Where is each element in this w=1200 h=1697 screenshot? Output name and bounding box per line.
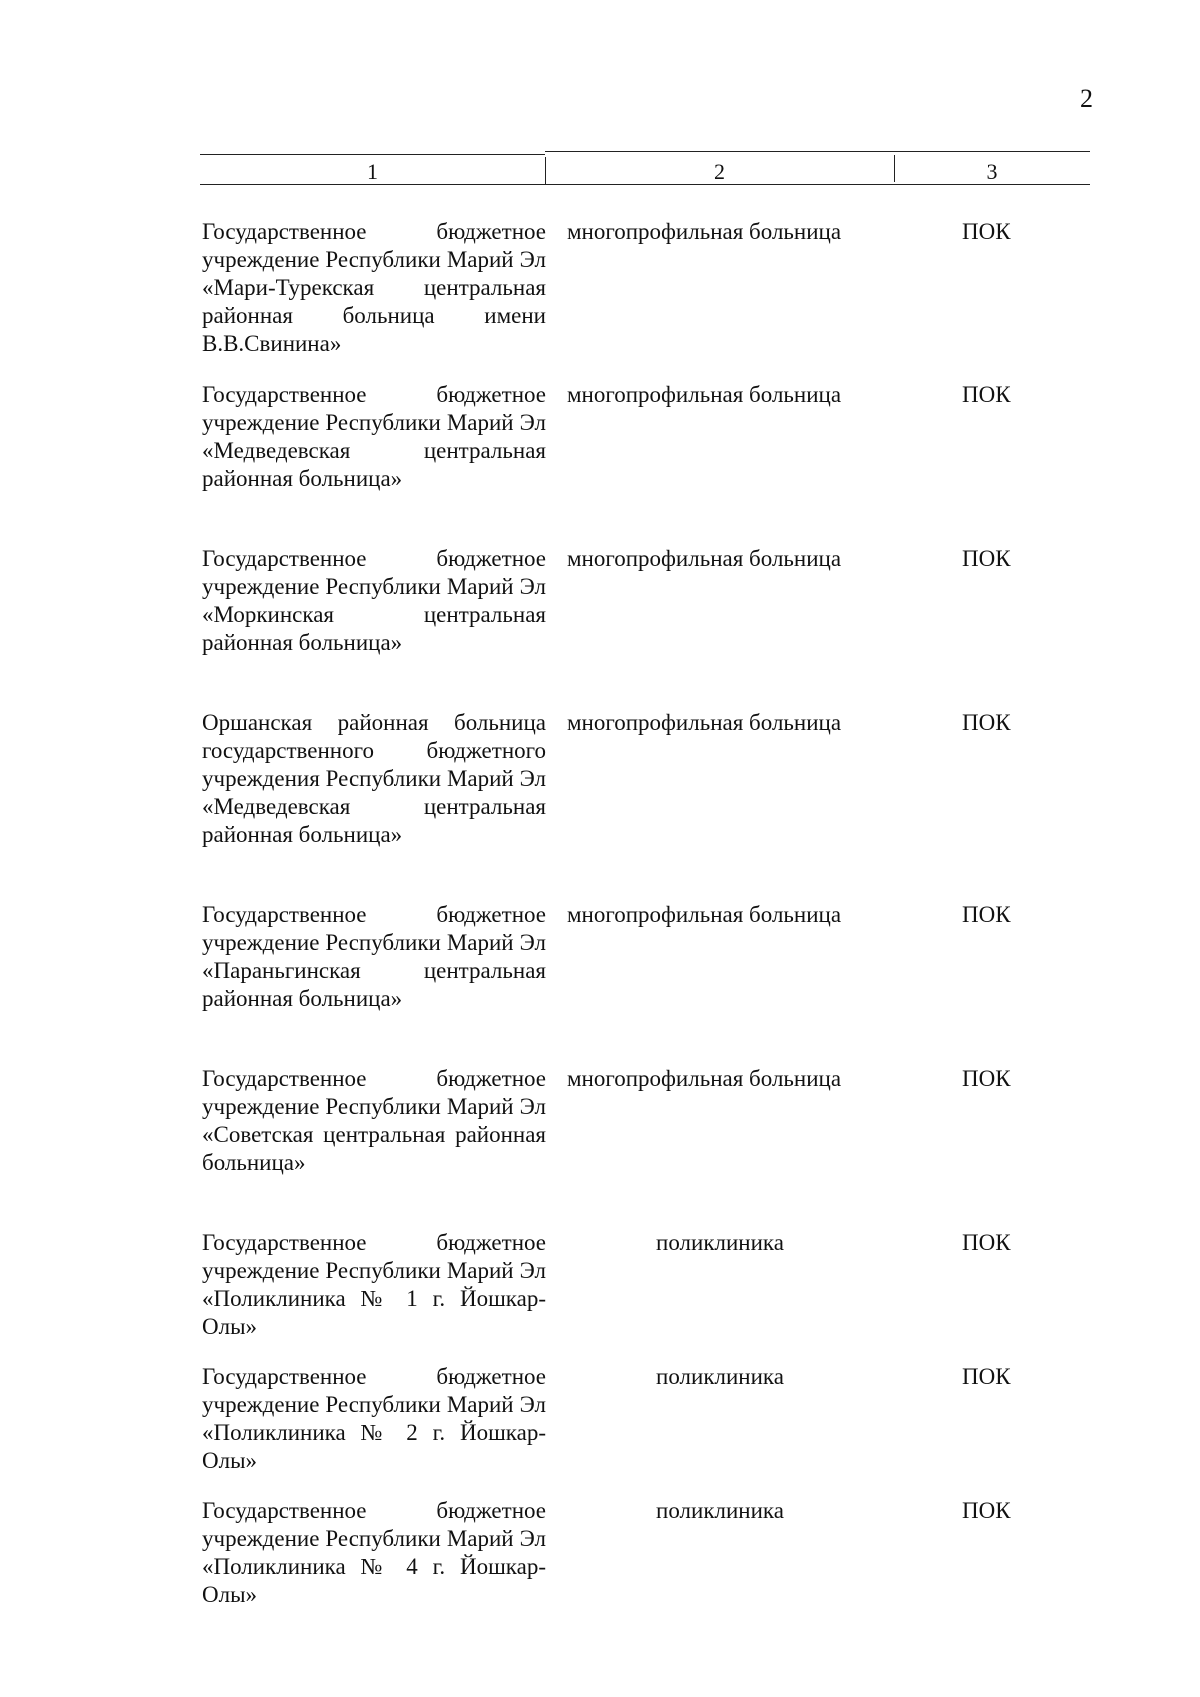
institution-type: поликлиника — [656, 1230, 784, 1255]
table-row — [0, 1065, 1200, 1229]
table-row — [0, 381, 1200, 545]
table-body — [0, 218, 1200, 1631]
table-row — [0, 1363, 1200, 1497]
header-col-1: 1 — [367, 159, 378, 184]
institution-name: Государственное бюджетное учреждение Республики Марий Эл «Поликлиника № 4 г. Йошкар-Олы» — [202, 1498, 546, 1607]
institution-name: Государственное бюджетное учреждение Республики Марий Эл «Медведевская центральная районная больница» — [202, 382, 546, 491]
table-row — [0, 901, 1200, 1065]
institution-name: Государственное бюджетное учреждение Республики Марий Эл «Параньгинская центральная районная больница» — [202, 902, 546, 1011]
header-col-3: 3 — [986, 159, 998, 184]
table-row — [0, 1497, 1200, 1631]
institution-name: Государственное бюджетное учреждение Республики Марий Эл «Моркинская центральная районная больница» — [202, 546, 546, 655]
table-row — [0, 545, 1200, 709]
table-row — [0, 709, 1200, 901]
header-top-rule-right — [545, 151, 1090, 152]
header-col-2: 2 — [714, 159, 725, 184]
institution-code: ПОК — [962, 382, 1011, 407]
institution-name: Государственное бюджетное учреждение Республики Марий Эл «Поликлиника № 1 г. Йошкар-Олы» — [202, 1230, 546, 1339]
institution-code: ПОК — [962, 1066, 1011, 1091]
institution-type: многопрофильная больница — [567, 219, 842, 244]
institution-name: Государственное бюджетное учреждение Республики Марий Эл «Мари-Турекская центральная районная больница имени В.В.Свинина» — [202, 219, 546, 356]
institution-code: ПОК — [962, 1498, 1011, 1523]
page-number: 2 — [1080, 84, 1093, 113]
institution-code: ПОК — [962, 219, 1011, 244]
table-row — [0, 1229, 1200, 1363]
institution-name: Государственное бюджетное учреждение Республики Марий Эл «Поликлиника № 2 г. Йошкар-Олы» — [202, 1364, 546, 1473]
institution-type: многопрофильная больница — [567, 902, 842, 927]
institution-code: ПОК — [962, 902, 1011, 927]
institution-type: поликлиника — [656, 1498, 784, 1523]
institution-code: ПОК — [962, 710, 1011, 735]
institution-type: многопрофильная больница — [567, 710, 842, 735]
institution-code: ПОК — [962, 1364, 1011, 1389]
institution-name: Оршанская районная больница государственного бюджетного учреждения Республики Марий Эл «Медведевская центральная районная больница» — [202, 710, 546, 847]
institution-type: многопрофильная больница — [567, 546, 842, 571]
institution-type: поликлиника — [656, 1364, 784, 1389]
institution-name: Государственное бюджетное учреждение Республики Марий Эл «Советская центральная районная больница» — [202, 1066, 546, 1175]
table-row — [0, 218, 1200, 381]
institution-type: многопрофильная больница — [567, 382, 842, 407]
table-header — [200, 154, 1090, 186]
header-top-rule-left — [200, 154, 545, 155]
institution-code: ПОК — [962, 1230, 1011, 1255]
institution-type: многопрофильная больница — [567, 1066, 842, 1091]
institution-code: ПОК — [962, 546, 1011, 571]
